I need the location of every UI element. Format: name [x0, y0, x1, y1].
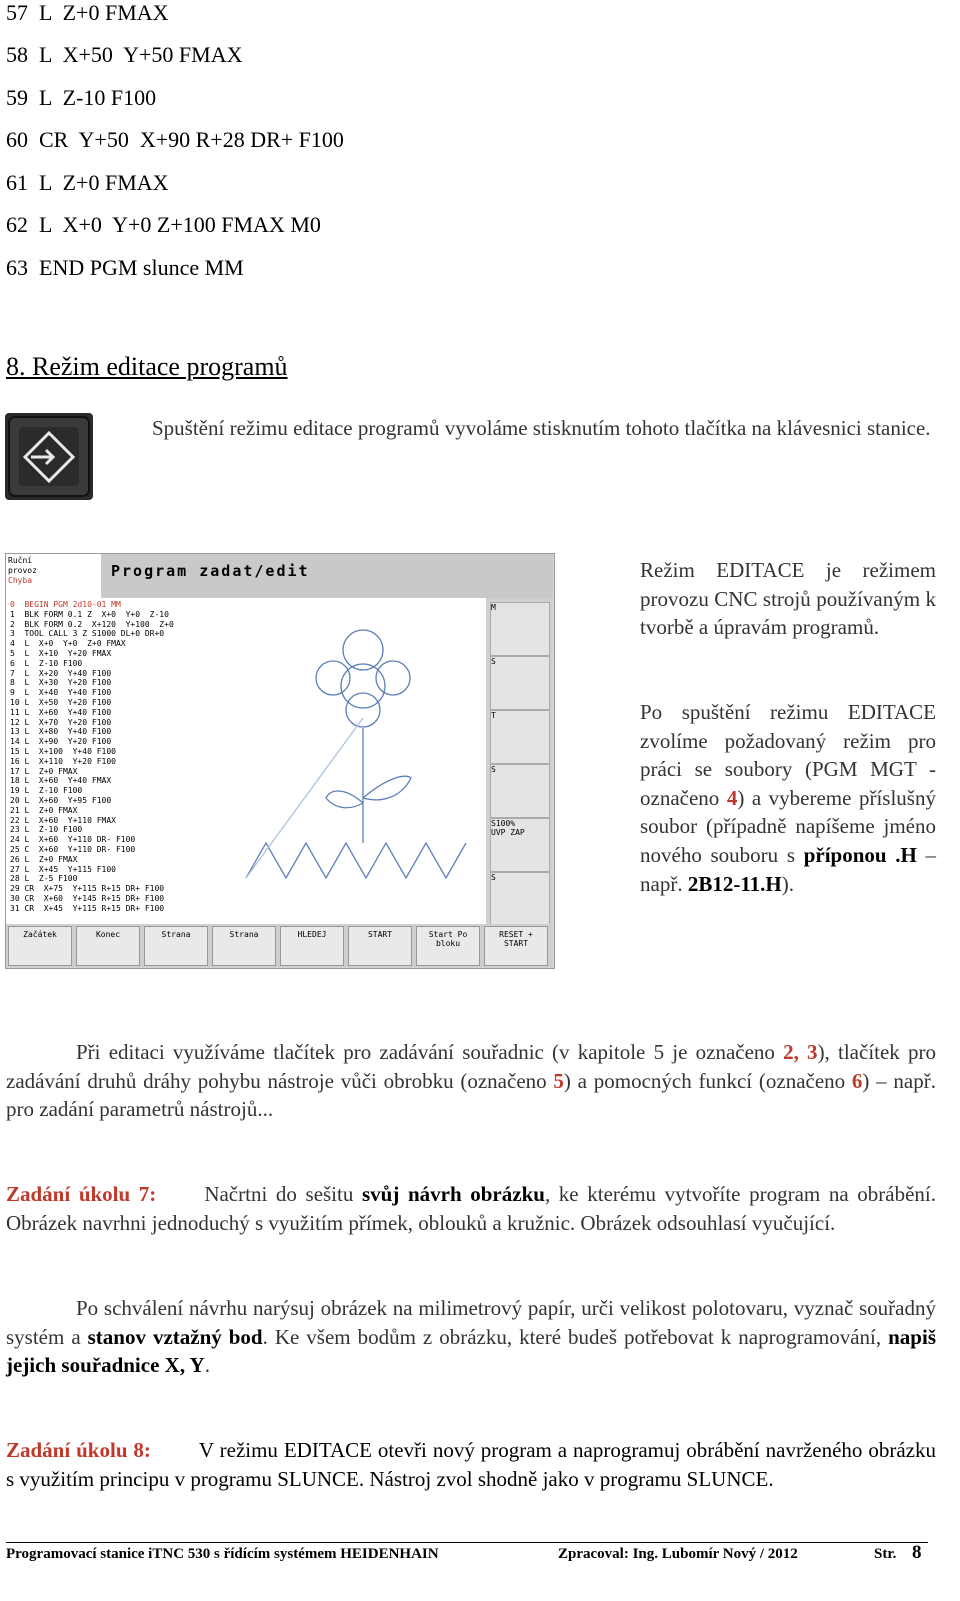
- side-softkeys: [486, 598, 553, 924]
- program-line: 62 L X+0 Y+0 Z+100 FMAX M0: [6, 212, 321, 237]
- program-line: 61 L Z+0 FMAX: [6, 170, 169, 195]
- softkey-hledej[interactable]: HLEDEJ: [280, 926, 344, 966]
- nc-line: 19 L Z-10 F100: [10, 786, 83, 796]
- nc-line: 4 L X+0 Y+0 Z+0 FMAX: [10, 639, 126, 649]
- nc-line: 6 L Z-10 F100: [10, 658, 83, 668]
- nc-line: 5 L X+10 Y+20 FMAX: [10, 648, 112, 658]
- tnc-screenshot: [5, 553, 555, 969]
- mode-indicator: [6, 554, 101, 598]
- nc-line: 24 L X+60 Y+110 DR- F100: [10, 835, 136, 845]
- para-approval: Po schválení návrhu narýsuj obrázek na milimetrový papír, urči velikost polotovaru, vyznač souřadný systém a stanov vztažný bod. Ke všem bodům z obrázku, které budeš potřebovat k naprogramování, napiš jejich souřadnice X, Y.: [6, 1296, 936, 1378]
- softkey-strana-up[interactable]: Strana: [144, 926, 208, 966]
- softkey-s-minus[interactable]: S: [490, 872, 550, 926]
- task8-label: Zadání úkolu 8:: [6, 1438, 151, 1462]
- bottom-softkeys: [6, 924, 553, 968]
- footer-page-number: 8: [912, 1542, 922, 1563]
- nc-line: 14 L X+90 Y+20 F100: [10, 737, 112, 747]
- nc-line: 27 L X+45 Y+115 F100: [10, 864, 116, 874]
- footer-rule: [6, 1542, 928, 1543]
- section-title: 8. Režim editace programů: [6, 352, 288, 381]
- graphics-view: [236, 598, 486, 924]
- softkey-t[interactable]: T: [490, 710, 550, 764]
- softkey-m[interactable]: M: [490, 602, 550, 656]
- nc-line: 20 L X+60 Y+95 F100: [10, 795, 112, 805]
- nc-line: 26 L Z+0 FMAX: [10, 854, 78, 864]
- nc-line: 7 L X+20 Y+40 F100: [10, 668, 112, 678]
- intro-text: Spuštění režimu editace programů vyvoláme stisknutím tohoto tlačítka na klávesnici stanice.: [152, 416, 931, 440]
- nc-line: 1 BLK FORM 0.1 Z X+0 Y+0 Z-10: [10, 609, 169, 619]
- screen-title: Program zadat/edit: [101, 554, 553, 598]
- softkey-s100[interactable]: S100% UVP ZAP: [490, 818, 550, 872]
- nc-line: 30 CR X+60 Y+145 R+15 DR+ F100: [10, 893, 165, 903]
- para-edit: Při editaci využíváme tlačítek pro zadávání souřadnic (v kapitole 5 je označeno 2, 3), tlačítek pro zadávání druhů dráhy pohybu nástroje vůči obrobku (označeno 5) a pomocných funkcí (označeno 6) – např. pro zadání parametrů nástrojů...: [6, 1040, 936, 1122]
- nc-line: 13 L X+80 Y+40 F100: [10, 727, 112, 737]
- flower-drawing: [236, 598, 486, 924]
- nc-line: 23 L Z-10 F100: [10, 825, 83, 835]
- program-line: 58 L X+50 Y+50 FMAX: [6, 42, 243, 67]
- softkey-s[interactable]: S: [490, 656, 550, 710]
- softkey-s-plus[interactable]: S: [490, 764, 550, 818]
- softkey-konec[interactable]: Konec: [76, 926, 140, 966]
- nc-line: 25 C X+60 Y+110 DR- F100: [10, 844, 136, 854]
- error-line: Chyba: [8, 576, 33, 585]
- nc-line: 29 CR X+75 Y+115 R+15 DR+ F100: [10, 884, 165, 894]
- nc-line: 3 TOOL CALL 3 Z S1000 DL+0 DR+0: [10, 629, 165, 639]
- softkey-reset-start[interactable]: RESET + START: [484, 926, 548, 966]
- softkey-start[interactable]: START: [348, 926, 412, 966]
- nc-line: 28 L Z-5 F100: [10, 874, 78, 884]
- nc-line: 12 L X+70 Y+20 F100: [10, 717, 112, 727]
- footer-page-label: Str.: [874, 1546, 897, 1562]
- edit-key-icon: [5, 413, 93, 500]
- nc-line: 22 L X+60 Y+110 FMAX: [10, 815, 116, 825]
- task7-label: Zadání úkolu 7:: [6, 1182, 157, 1206]
- nc-line: 2 BLK FORM 0.2 X+120 Y+100 Z+0: [10, 619, 174, 629]
- nc-line: 10 L X+50 Y+20 F100: [10, 697, 112, 707]
- program-line: 59 L Z-10 F100: [6, 85, 157, 110]
- task8: Zadání úkolu 8: V režimu EDITACE otevři nový program a naprogramuj obrábění navrženého obrázku s využitím principu v programu SLUNCE. Nástroj zvol shodně jako v programu SLUNCE.: [6, 1438, 936, 1491]
- nc-line: 8 L X+30 Y+20 F100: [10, 678, 112, 688]
- softkey-start-po-bloku[interactable]: Start Po bloku: [416, 926, 480, 966]
- program-line: 57 L Z+0 FMAX: [6, 0, 169, 25]
- nc-line: 11 L X+60 Y+40 F100: [10, 707, 112, 717]
- mode-line: provoz: [8, 566, 37, 575]
- program-line: 63 END PGM slunce MM: [6, 255, 244, 280]
- nc-line: 17 L Z+0 FMAX: [10, 766, 78, 776]
- softkey-strana-down[interactable]: Strana: [212, 926, 276, 966]
- nc-listing: [6, 598, 236, 924]
- task7: Zadání úkolu 7: Načrtni do sešitu svůj návrh obrázku, ke kterému vytvoříte program na obrábění. Obrázek navrhni jednoduchý s využitím přímek, oblouků a kružnic. Obrázek odsouhlasí vyučující.: [6, 1182, 937, 1235]
- nc-line: 0 BEGIN PGM 2d10-01 MM: [10, 600, 121, 609]
- nc-line: 9 L X+40 Y+40 F100: [10, 688, 112, 698]
- nc-line: 18 L X+60 Y+40 FMAX: [10, 776, 112, 786]
- side-text-1: Režim EDITACE je režimem provozu CNC strojů používaným k tvorbě a úpravám programů.: [640, 558, 936, 640]
- nc-line: 21 L Z+0 FMAX: [10, 805, 78, 815]
- footer-middle: Zpracoval: Ing. Lubomír Nový / 2012: [558, 1546, 798, 1562]
- side-text-2: Po spuštění režimu EDITACE zvolíme požadovaný režim pro práci se soubory (PGM MGT - označeno 4) a vybereme příslušný soubor (případně napíšeme jméno nového souboru s příponou .H – např. 2B12-11.H).: [640, 700, 936, 896]
- footer-left: Programovací stanice iTNC 530 s řídícím systémem HEIDENHAIN: [6, 1546, 439, 1562]
- nc-line: 31 CR X+45 Y+115 R+15 DR+ F100: [10, 903, 165, 913]
- program-line: 60 CR Y+50 X+90 R+28 DR+ F100: [6, 127, 344, 152]
- softkey-zacatek[interactable]: Začátek: [8, 926, 72, 966]
- mode-line: Ruční: [8, 556, 33, 565]
- nc-line: 15 L X+100 Y+40 F100: [10, 746, 116, 756]
- nc-line: 16 L X+110 Y+20 F100: [10, 756, 116, 766]
